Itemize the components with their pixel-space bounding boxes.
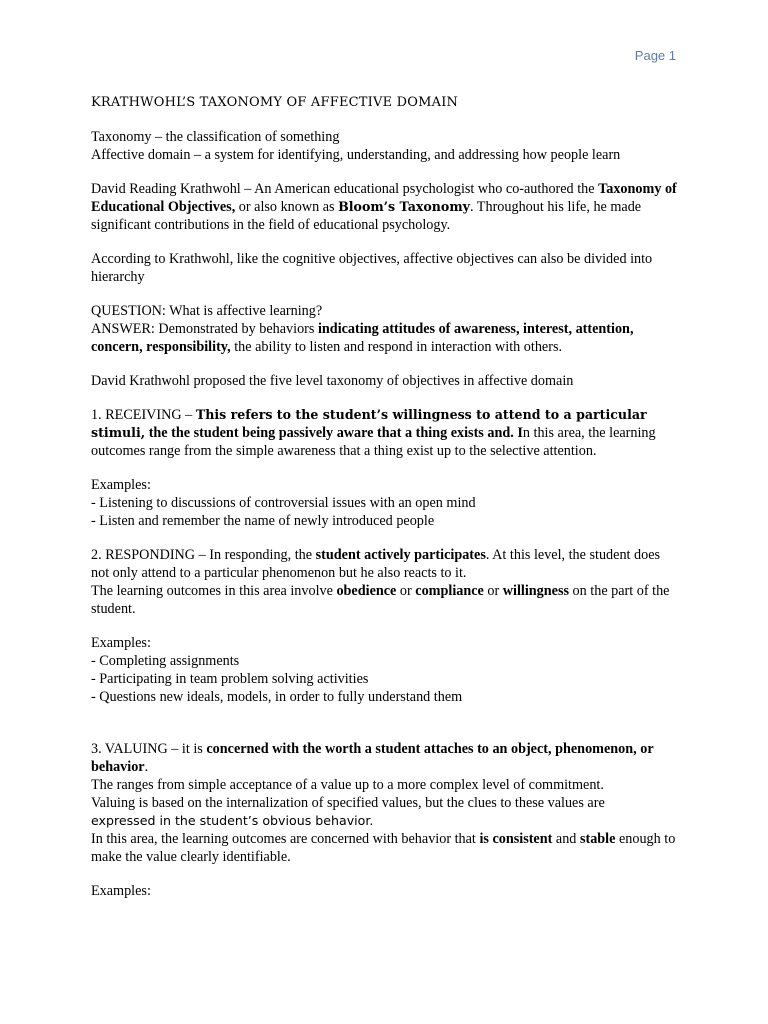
examples-label: Examples: (91, 635, 151, 651)
receiving-bold-1: This refers to the student’s willingness to attend to a particular stimuli, (91, 407, 647, 440)
blooms-taxonomy-bold: Bloom’s Taxonomy (338, 199, 470, 214)
document-title: KRATHWOHL’S TAXONOMY OF AFFECTIVE DOMAIN (91, 95, 459, 110)
responding-heading: 2. RESPONDING – In responding, the (91, 547, 316, 563)
responding-bold: student actively participates (315, 547, 486, 563)
or-text: or (396, 583, 416, 599)
krathwohl-text-2: or also known as (235, 199, 339, 215)
five-level-paragraph: David Krathwohl proposed the five level taxonomy of objectives in affective domain (91, 373, 574, 389)
answer-suffix: the ability to listen and respond in interaction with others. (230, 339, 563, 355)
question-text: QUESTION: What is affective learning? (91, 303, 323, 319)
valuing-dot: . (144, 759, 149, 775)
receiving-paragraph (91, 406, 681, 460)
bold-compliance: compliance (415, 583, 484, 599)
bold-willingness: willingness (502, 583, 569, 599)
or-text: or (483, 583, 503, 599)
example-item: - Completing assignments (91, 653, 240, 669)
receiving-bold-2: the the student being passively aware that a thing exists and. I (148, 425, 523, 441)
bold-consistent: is consistent (479, 831, 553, 847)
answer-bold: indicating attitudes of awareness, interest, attention, concern, responsibility, (91, 321, 634, 355)
page-number: Page 1 (634, 48, 676, 63)
bold-obedience: obedience (336, 583, 397, 599)
valuing-paragraph (91, 740, 681, 866)
valuing-line4: expressed in the student’s obvious behavior. (91, 813, 374, 828)
responding-line2-end: on the part of the student. (91, 583, 670, 617)
answer-prefix: ANSWER: Demonstrated by behaviors (91, 321, 318, 337)
valuing-line3: Valuing is based on the internalization of specified values, but the clues to these values are (91, 795, 605, 811)
affective-definition: Affective domain – a system for identifying, understanding, and addressing how people learn (91, 147, 621, 163)
valuing-bold: concerned with the worth a student attaches to an object, phenomenon, or behavior (91, 741, 654, 775)
valuing-line5-end: enough to make the value clearly identifiable. (91, 831, 676, 865)
receiving-heading: 1. RECEIVING – (91, 407, 196, 423)
krathwohl-bold-1: Taxonomy of Educational Objectives, (91, 181, 677, 215)
example-item: - Participating in team problem solving activities (91, 671, 369, 687)
valuing-examples (91, 882, 681, 900)
hierarchy-paragraph: According to Krathwohl, like the cognitive objectives, affective objectives can also be divided into hierarchy (91, 251, 653, 285)
krathwohl-text-3: . Throughout his life, he made significant contributions in the field of educational psychology. (91, 199, 642, 233)
responding-examples (91, 634, 681, 706)
example-item: - Listen and remember the name of newly introduced people (91, 513, 435, 529)
examples-label: Examples: (91, 477, 151, 493)
definitions-paragraph (91, 128, 681, 164)
valuing-line5: In this area, the learning outcomes are concerned with behavior that (91, 831, 480, 847)
responding-text: . At this level, the student does not only attend to a particular phenomenon but he also reacts to it. (91, 547, 661, 581)
example-item: - Listening to discussions of controversial issues with an open mind (91, 495, 476, 511)
example-item: - Questions new ideals, models, in order to fully understand them (91, 689, 463, 705)
examples-label: Examples: (91, 883, 151, 899)
responding-line2: The learning outcomes in this area involve (91, 583, 337, 599)
qa-paragraph (91, 302, 681, 356)
receiving-text: n this area, the learning outcomes range from the simple awareness that a thing exist up to the selective attention. (91, 425, 656, 459)
bold-stable: stable (579, 831, 616, 847)
and-text: and (552, 831, 580, 847)
valuing-heading: 3. VALUING – it is (91, 741, 207, 757)
taxonomy-definition: Taxonomy – the classification of something (91, 129, 340, 145)
document-body (91, 94, 681, 916)
krathwohl-text-1: David Reading Krathwohl – An American educational psychologist who co-authored the (91, 181, 595, 197)
valuing-line2: The ranges from simple acceptance of a value up to a more complex level of commitment. (91, 777, 604, 793)
responding-paragraph (91, 546, 681, 618)
receiving-examples (91, 476, 681, 530)
krathwohl-paragraph (91, 180, 681, 234)
